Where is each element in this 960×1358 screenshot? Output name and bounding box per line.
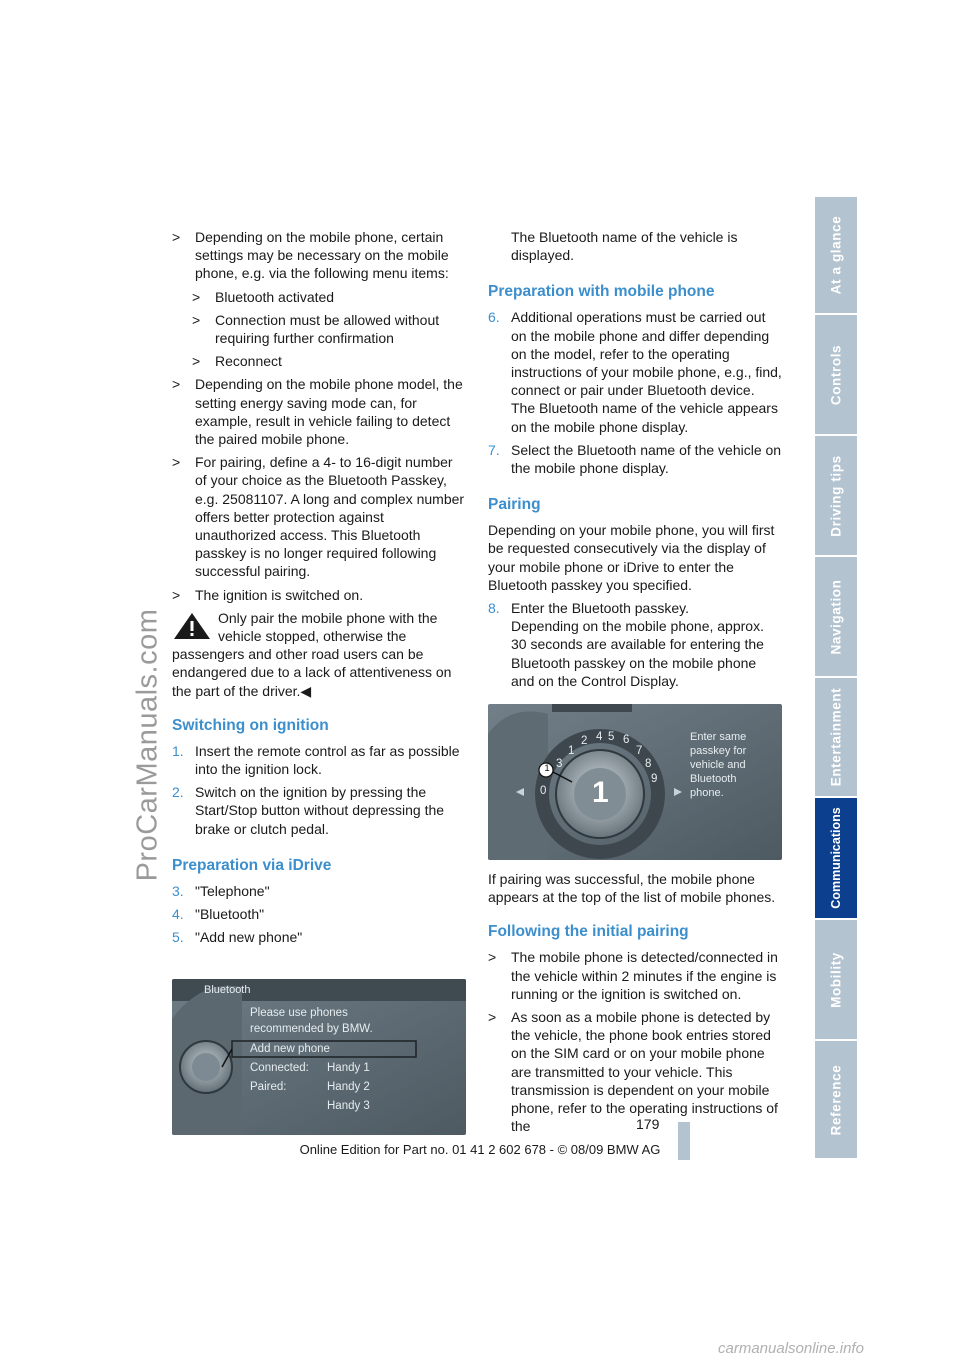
tab-label: Navigation — [828, 578, 844, 655]
chapter-tabs — [815, 197, 857, 1160]
watermark — [118, 565, 181, 925]
bullet-marker: > — [488, 949, 497, 966]
step-item — [172, 928, 466, 946]
bullet-marker: > — [488, 1009, 497, 1026]
section-title-pairing: Pairing — [488, 496, 541, 514]
tab-label: At a glance — [828, 215, 844, 295]
list-item — [172, 586, 466, 604]
tab-label: Driving tips — [828, 454, 844, 537]
passkey-screenshot — [488, 704, 782, 860]
step-number: 4. — [172, 906, 184, 923]
tab-label: Controls — [828, 344, 844, 405]
step-item — [488, 441, 782, 477]
digit[interactable]: 1 — [568, 745, 575, 758]
footer-text: Online Edition for Part no. 01 41 2 602 678 - © 08/09 BMW AG — [299, 1142, 661, 1157]
step-extra: Depending on the mobile phone, approx. 30 seconds are available for entering the Bluetooth passkey on the mobile phone and on the Control Display. — [511, 618, 764, 689]
section-title-initial: Following the initial pairing — [488, 923, 689, 941]
passkey-prompt: Enter same passkey for vehicle and Bluetooth phone. — [690, 731, 747, 800]
list-item — [488, 948, 782, 1003]
digit[interactable]: 5 — [608, 731, 615, 744]
digit[interactable]: 8 — [645, 758, 652, 771]
step-item — [172, 742, 466, 778]
warning-triangle-icon — [172, 611, 212, 641]
digit[interactable]: 9 — [651, 773, 658, 786]
sub-list-item — [192, 352, 466, 370]
list-item-text: Depending on the mobile phone, certain settings may be necessary on the mobile phone, e.g. via the following menu items: — [195, 229, 449, 282]
digit[interactable]: 3 — [556, 758, 563, 771]
end-mark: ◀ — [300, 682, 312, 699]
digit[interactable]: 4 — [596, 731, 603, 744]
tab-controls[interactable] — [815, 315, 857, 436]
left-column — [172, 228, 466, 1145]
footer — [0, 1142, 960, 1157]
step-item — [172, 905, 466, 923]
paired-label: Paired: — [250, 1080, 287, 1093]
bullet-marker: > — [192, 311, 201, 328]
list-item — [172, 453, 466, 580]
digit[interactable]: 7 — [636, 745, 643, 758]
add-new-phone-item[interactable]: Add new phone — [250, 1042, 330, 1055]
section-title-ignition: Switching on ignition — [172, 716, 329, 734]
bullet-marker: > — [172, 229, 181, 245]
step-number: 2. — [172, 784, 184, 801]
warning-text: Only pair the mobile phone with the vehicle stopped, otherwise the passengers and other road users can be endangered due to a lack of attentiveness on the part of the driver. — [172, 609, 452, 699]
tab-label: Mobility — [828, 951, 844, 1008]
connected-label: Connected: — [250, 1061, 309, 1074]
bullet-marker: > — [172, 586, 181, 603]
step-item — [172, 882, 466, 900]
list-item — [172, 228, 466, 283]
selected-digit: 1 — [592, 776, 609, 810]
step-text: "Bluetooth" — [195, 906, 265, 923]
step-number: 6. — [488, 309, 500, 326]
bullet-marker: > — [172, 376, 181, 393]
sub-list-item — [192, 311, 466, 347]
list-item — [172, 375, 466, 448]
step-text: Additional operations must be carried out on the mobile phone and differ depending on the model, refer to the operating instructions of your mobile phone, e.g., find, connect or pair under Bluetooth device. — [511, 309, 782, 399]
digit[interactable]: 2 — [581, 735, 588, 748]
tab-navigation[interactable] — [815, 557, 857, 678]
list-item-text: As soon as a mobile phone is detected by the vehicle, the phone book entries stored on the SIM card or on your mobile phone are transmitted to your vehicle. This transmission is dependent on your mobile phone, refer to the operating instructions of the — [511, 1009, 778, 1135]
section-title-idrive: Preparation via iDrive — [172, 856, 332, 874]
list-item-text: Depending on the mobile phone model, the setting energy saving mode can, for example, result in vehicle failing to detect the paired mobile phone. — [195, 376, 463, 448]
tab-communications[interactable] — [815, 798, 857, 920]
step-item — [488, 599, 782, 690]
bullet-marker: > — [192, 353, 201, 370]
step-text: "Telephone" — [195, 882, 270, 899]
right-column — [488, 228, 782, 1141]
callout-number: 1 — [544, 763, 550, 775]
pairing-paragraph: Depending on your mobile phone, you will first be requested consecutively via the display of your mobile phone or iDrive to enter the Bluetooth passkey you specified. — [488, 522, 775, 593]
section-title-mobile: Preparation with mobile phone — [488, 283, 715, 301]
sub-item-text: Reconnect — [215, 353, 282, 370]
step-number: 3. — [172, 882, 184, 899]
page-number: 179 — [636, 1116, 660, 1132]
list-item-text: For pairing, define a 4- to 16-digit number of your choice as the Bluetooth Passkey, e.g. 25081107. A long and complex number offers better protection against unauthorized access. This Bluetooth passkey is no longer required following successful pairing. — [195, 454, 465, 580]
warning-note — [172, 609, 466, 700]
tab-label: Reference — [828, 1064, 844, 1135]
bullet-marker: > — [172, 454, 181, 471]
tab-driving-tips[interactable] — [815, 436, 857, 557]
tab-mobility[interactable] — [815, 920, 857, 1041]
screen-message: Please use phones recommended by BMW. — [250, 1006, 373, 1035]
step-number: 8. — [488, 600, 500, 617]
list-item-text: The ignition is switched on. — [195, 586, 364, 603]
digit[interactable]: 6 — [623, 734, 630, 747]
tab-at-a-glance[interactable] — [815, 197, 857, 315]
step-extra: The Bluetooth name of the vehicle appears on the mobile phone display. — [511, 400, 778, 435]
list-item-text: The mobile phone is detected/connected in the vehicle within 2 minutes if the engine is running or the ignition is switched on. — [511, 949, 778, 1002]
paired-phone[interactable]: Handy 2 — [327, 1080, 370, 1093]
step-text: "Add new phone" — [195, 929, 303, 946]
watermark-text: ProCarManuals.com — [131, 608, 164, 882]
paired-phone[interactable]: Handy 3 — [327, 1099, 370, 1112]
step-number: 7. — [488, 441, 500, 458]
step-text: Enter the Bluetooth passkey. — [511, 600, 689, 617]
tab-label: Communications — [829, 807, 843, 909]
tab-entertainment[interactable] — [815, 678, 857, 798]
screen-header: Bluetooth — [204, 983, 251, 996]
sub-item-text: Bluetooth activated — [215, 288, 335, 305]
site-logo: carmanualsonline.info — [718, 1340, 864, 1357]
list-item — [488, 1008, 782, 1135]
sub-item-text: Connection must be allowed without requiring further confirmation — [215, 311, 440, 347]
step-number: 1. — [172, 742, 184, 759]
sub-list-item — [192, 288, 466, 306]
step-text: Insert the remote control as far as possible into the ignition lock. — [195, 742, 460, 778]
connected-phone[interactable]: Handy 1 — [327, 1061, 370, 1074]
bullet-marker: > — [192, 288, 201, 305]
step-item — [488, 308, 782, 435]
after-pairing-text: If pairing was successful, the mobile phone appears at the top of the list of mobile phones. — [488, 871, 776, 906]
step-number: 5. — [172, 929, 184, 946]
step-item — [172, 783, 466, 838]
step-text: Switch on the ignition by pressing the Start/Stop button without depressing the brake or clutch pedal. — [195, 784, 445, 837]
bluetooth-screenshot — [172, 979, 466, 1135]
digit[interactable]: 0 — [540, 785, 547, 798]
step-text: Select the Bluetooth name of the vehicle on the mobile phone display. — [511, 441, 782, 477]
tab-label: Entertainment — [828, 687, 844, 787]
intro-text: The Bluetooth name of the vehicle is displayed. — [511, 229, 738, 264]
